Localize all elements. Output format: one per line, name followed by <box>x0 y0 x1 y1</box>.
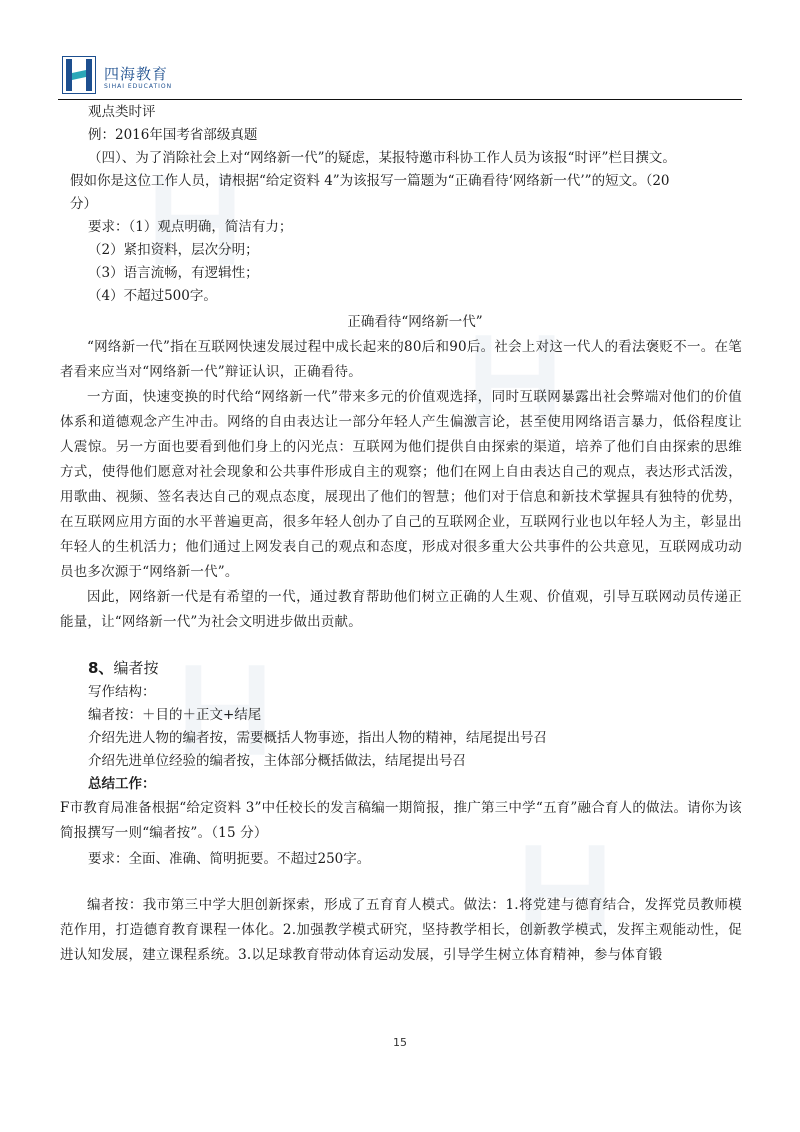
logo-subtext: SIHAI EDUCATION <box>104 83 173 90</box>
page-header <box>60 50 750 100</box>
page-number: 15 <box>393 1036 407 1049</box>
answer-paragraph: 编者按：我市第三中学大胆创新探索，形成了五育育人模式。做法：1.将党建与德育结合，发挥党员教师模范作用，打造德育教育课程一体化。2.加强教学模式研究，坚持教学相长，创新教学模式，发挥主观能动性，促进认知发展，建立课程系统。3.以足球教育带动体育运动发展，引导学生树立体育精神，参与体育锻 <box>60 897 742 963</box>
task-body <box>60 796 742 846</box>
section-title: 观点类时评 <box>88 104 156 120</box>
structure-point: 介绍先进单位经验的编者按，主体部分概括做法，结尾提出号召 <box>88 753 466 769</box>
requirements-list <box>88 216 742 308</box>
structure-label: 写作结构： <box>88 684 156 700</box>
structure-point: 介绍先进人物的编者按，需要概括人物事迹，指出人物的精神，结尾提出号召 <box>88 730 547 746</box>
task-requirement: 要求：全面、准确、简明扼要。不超过250字。 <box>88 851 371 867</box>
structure-formula: 编者按：＋目的＋正文+结尾 <box>88 707 262 723</box>
task-text: F市教育局准备根据“给定资料 3”中任校长的发言稿编一期简报，推广第三中学“五育”融合育人的做法。请你为该简报撰写一则“编者按”。（15 分） <box>60 800 742 841</box>
section-heading-title: 编者按 <box>113 659 159 677</box>
sihai-logo-icon <box>62 56 96 94</box>
requirement-item: 要求：（1）观点明确，简洁有力； <box>88 219 293 235</box>
answer-body <box>60 893 742 968</box>
header-divider <box>58 99 742 100</box>
essay-paragraph: 因此，网络新一代是有希望的一代，通过教育帮助他们树立正确的人生观、价值观，引导互联网动员传递正能量，让“网络新一代”为社会文明进步做出贡献。 <box>60 589 742 630</box>
essay-paragraph: “网络新一代”指在互联网快速发展过程中成长起来的80后和90后。社会上对这一代人的看法褒贬不一。在笔者看来应当对“网络新一代”辩证认识，正确看待。 <box>60 339 742 380</box>
prompt-line: 分） <box>70 196 97 212</box>
requirement-item: （2）紧扣资料，层次分明； <box>88 242 259 258</box>
section-number: 8、 <box>88 659 114 677</box>
essay-title: 正确看待“网络新一代” <box>347 314 483 330</box>
requirement-item: （3）语言流畅，有逻辑性； <box>88 265 259 281</box>
prompt-line: 假如你是这位工作人员，请根据“给定资料 4”为该报写一篇题为“正确看待‘网络新一代’”的短文。（20 <box>70 173 670 189</box>
essay-body <box>60 335 742 635</box>
task-label: 总结工作： <box>88 776 156 792</box>
requirement-item: （4）不超过500字。 <box>88 288 217 304</box>
essay-paragraph: 一方面，快速变换的时代给“网络新一代”带来多元的价值观选择，同时互联网暴露出社会弊端对他们的价值体系和道德观念产生冲击。网络的自由表达让一部分年轻人产生偏激言论，甚至使用网络语言暴力，低俗程度让人震惊。另一方面也要看到他们身上的闪光点：互联网为他们提供自由探索的渠道，培养了他们自由探索的思维方式，使得他们愿意对社会现象和公共事件形成自主的观察；他们在网上自由表达自己的观点，表达形式活泼，用歌曲、视频、签名表达自己的观点态度，展现出了他们的智慧；他们对于信息和新技术掌握具有独特的优势，在互联网应用方面的水平普遍更高，很多年轻人创办了自己的互联网企业，互联网行业也以年轻人为主，彰显出年轻人的生机活力；他们通过上网发表自己的观点和态度，形成对很多重大公共事件的公共意见，互联网成功动员也多次源于“网络新一代”。 <box>60 389 742 580</box>
section-heading <box>88 655 742 681</box>
page-content <box>60 101 742 968</box>
example-label: 例：2016年国考省部级真题 <box>88 127 258 143</box>
prompt-line: （四）、为了消除社会上对“网络新一代”的疑虑，某报特邀市科协工作人员为该报“时评”栏目撰文。 <box>88 150 676 166</box>
logo-text: 四海教育 <box>104 65 169 83</box>
question-prompt <box>70 147 742 216</box>
